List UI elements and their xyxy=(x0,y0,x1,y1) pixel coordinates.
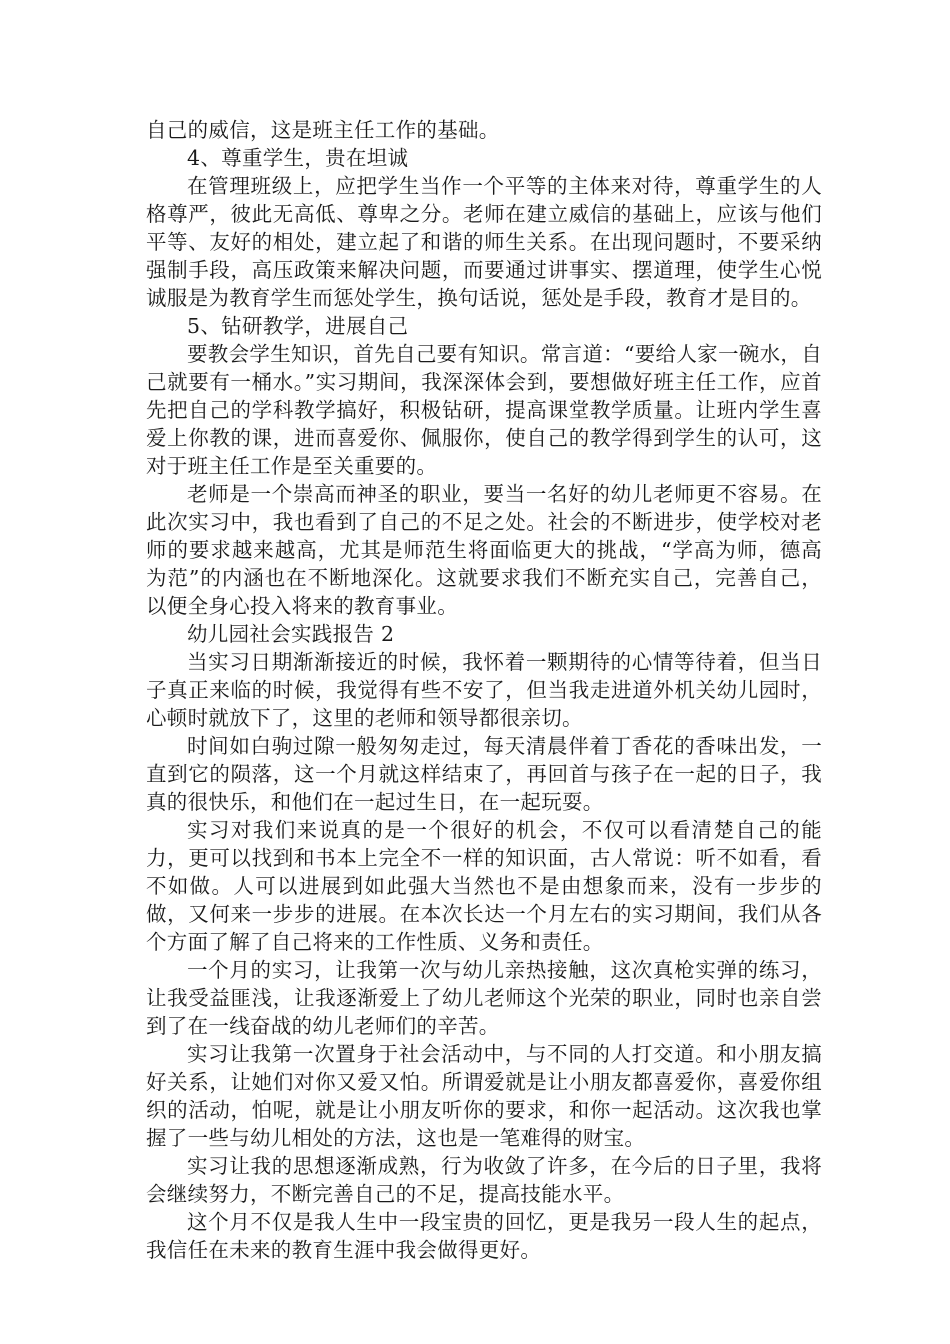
paragraph-opportunity: 实习对我们来说真的是一个很好的机会，不仅可以看清楚自己的能力，更可以找到和书本上完全不一样的知识面，古人常说：听不如看，看不如做。人可以进展到如此强大当然也不是由想象而来，没有一步步的做，又何来一步步的进展。在本次长达一个月左右的实习期间，我们从各个方面了解了自己将来的工作性质、义务和责任。 xyxy=(146,818,822,954)
document-page xyxy=(146,116,822,1264)
paragraph-time-passing: 时间如白驹过隙一般匆匆走过，每天清晨伴着丁香花的香味出发，一直到它的陨落，这一个月就这样结束了，再回首与孩子在一起的日子，我真的很快乐，和他们在一起过生日，在一起玩耍。 xyxy=(146,734,822,814)
paragraph-teaching-knowledge: 要教会学生知识，首先自己要有知识。常言道：“要给人家一碗水，自己就要有一桶水。”实习期间，我深深体会到，要想做好班主任工作，应首先把自己的学科教学搞好，积极钻研，提高课堂教学质量。让班内学生喜爱上你教的课，进而喜爱你、佩服你，使自己的教学得到学生的认可，这对于班主任工作是至关重要的。 xyxy=(146,342,822,478)
section-heading-study-teaching: 5、钻研教学，进展自己 xyxy=(187,314,409,338)
paragraph-maturity: 实习让我的思想逐渐成熟，行为收敛了许多，在今后的日子里，我将会继续努力，不断完善自己的不足，提高技能水平。 xyxy=(146,1154,822,1206)
paragraph-social-activity: 实习让我第一次置身于社会活动中，与不同的人打交道。和小朋友搞好关系，让她们对你又爱又怕。所谓爱就是让小朋友都喜爱你，喜爱你组织的活动，怕呢，就是让小朋友听你的要求，和你一起活动。这次我也掌握了一些与幼儿相处的方法，这也是一笔难得的财宝。 xyxy=(146,1042,822,1150)
paragraph-continuation: 自己的威信，这是班主任工作的基础。 xyxy=(146,118,500,142)
paragraph-conclusion: 这个月不仅是我人生中一段宝贵的回忆，更是我另一段人生的起点，我信任在未来的教育生涯中我会做得更好。 xyxy=(146,1210,822,1262)
paragraph-class-management: 在管理班级上，应把学生当作一个平等的主体来对待，尊重学生的人格尊严，彼此无高低、尊卑之分。老师在建立威信的基础上，应该与他们平等、友好的相处，建立起了和谐的师生关系。在出现问题时，不要采纳强制手段，高压政策来解决问题，而要通过讲事实、摆道理，使学生心悦诚服是为教育学生而惩处学生，换句话说，惩处是手段，教育才是目的。 xyxy=(146,174,822,310)
report-title-2: 幼儿园社会实践报告 2 xyxy=(187,622,395,646)
paragraph-internship-start: 当实习日期渐渐接近的时候，我怀着一颗期待的心情等待着，但当日子真正来临的时候，我觉得有些不安了，但当我走进道外机关幼儿园时，心顿时就放下了，这里的老师和领导都很亲切。 xyxy=(146,650,822,730)
section-heading-respect-students: 4、尊重学生，贵在坦诚 xyxy=(187,146,409,170)
paragraph-first-contact: 一个月的实习，让我第一次与幼儿亲热接触，这次真枪实弹的练习，让我受益匪浅，让我逐渐爱上了幼儿老师这个光荣的职业，同时也亲自尝到了在一线奋战的幼儿老师们的辛苦。 xyxy=(146,958,822,1038)
paragraph-teacher-profession: 老师是一个崇高而神圣的职业，要当一名好的幼儿老师更不容易。在此次实习中，我也看到了自己的不足之处。社会的不断进步，使学校对老师的要求越来越高，尤其是师范生将面临更大的挑战，“学高为师，德高为范”的内涵也在不断地深化。这就要求我们不断充实自己，完善自己，以便全身心投入将来的教育事业。 xyxy=(146,482,822,618)
